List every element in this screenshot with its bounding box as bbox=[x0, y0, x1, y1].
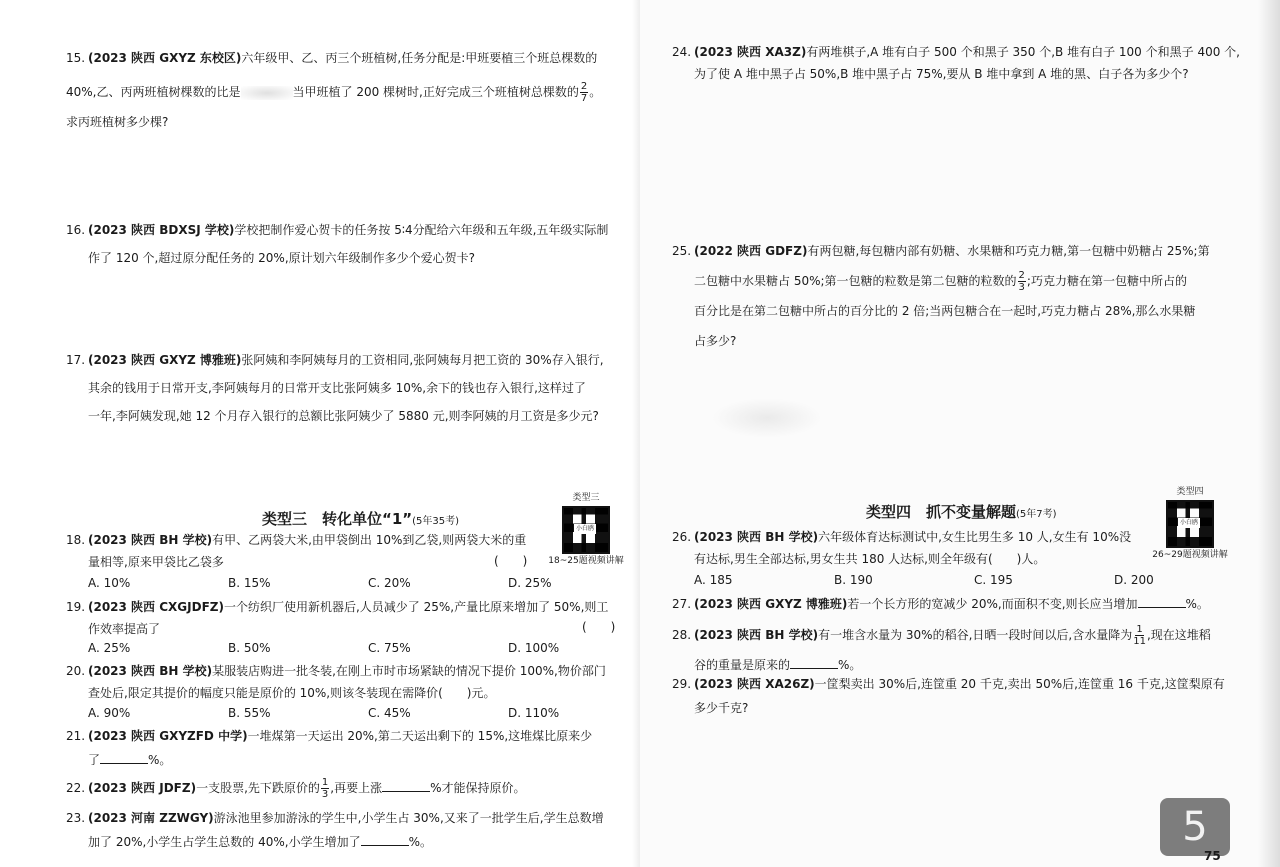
question-source: (2023 陕西 BDXSJ 学校) bbox=[88, 223, 235, 237]
qr-code-block[interactable] bbox=[1150, 487, 1230, 561]
answer-blank[interactable] bbox=[382, 779, 430, 792]
question-text: 张阿姨和李阿姨每月的工资相同,张阿姨每月把工资的 30%存入银行, bbox=[241, 353, 604, 367]
section-count: (5年7考) bbox=[1016, 509, 1057, 520]
qr-code-block[interactable] bbox=[546, 493, 626, 567]
page-edge bbox=[1258, 0, 1280, 867]
question-22: 22. (2023 陕西 JDFZ)一支股票,先下跌原价的 $\frac{1}{3}$ ,再要上涨 %才能保持原价。 bbox=[66, 774, 526, 802]
fraction: $\frac{2}{7}$ bbox=[580, 81, 588, 104]
question-number: 23. bbox=[66, 811, 86, 825]
question-text: 有甲、乙两袋大米,由甲袋倒出 10%到乙袋,则两袋大米的重 bbox=[212, 533, 527, 547]
question-text: 多少千克? bbox=[694, 701, 749, 715]
question-26 bbox=[672, 526, 1131, 570]
answer-parentheses[interactable]: ( ) bbox=[494, 554, 528, 568]
question-text: 占多少? bbox=[694, 334, 737, 348]
question-number: 22. bbox=[66, 781, 86, 795]
question-number: 17. bbox=[66, 353, 86, 367]
question-18 bbox=[66, 529, 526, 573]
question-number: 27. bbox=[672, 597, 692, 611]
question-text: 一筐梨卖出 30%后,连筐重 20 千克,卖出 50%后,连筐重 16 千克,这筐梨原有 bbox=[814, 677, 1225, 691]
question-text: 为了使 A 堆中黑子占 50%,B 堆中黑子占 75%,要从 B 堆中拿到 A 堆的黑、白子各为多少个? bbox=[694, 67, 1189, 81]
question-source: (2023 陕西 GXYZFD 中学) bbox=[88, 729, 248, 743]
option-a[interactable]: A. 25% bbox=[88, 641, 131, 655]
question-source: (2023 陕西 GXYZ 博雅班) bbox=[88, 353, 242, 367]
question-source: (2023 陕西 GXYZ 博雅班) bbox=[694, 597, 848, 611]
question-text: 游泳池里参加游泳的学生中,小学生占 30%,又来了一批学生后,学生总数增 bbox=[213, 811, 604, 825]
question-25: 25. (2022 陕西 GDFZ)有两包糖,每包糖内部有奶糖、水果糖和巧克力糖,第一包糖中奶糖占 25%;第 二包糖中水果糖占 50%;第一包糖的粒数是第二包糖的粒数的 $\frac{2}{3}$ ;巧克力糖在第一包糖中所占的 百分比是在第二包糖中所占的百分比的 2 倍;当两包糖合在一起时,巧克力糖占 28%,那么水果糖 占多少? bbox=[672, 236, 1210, 356]
qr-caption: 18~25题视频讲解 bbox=[548, 556, 624, 566]
question-text: 一堆煤第一天运出 20%,第二天运出剩下的 15%,这堆煤比原来少 bbox=[247, 729, 593, 743]
options-26 bbox=[694, 573, 1254, 587]
question-source: (2023 陕西 GXYZ 东校区) bbox=[88, 51, 242, 65]
question-text: 有两包糖,每包糖内部有奶糖、水果糖和巧克力糖,第一包糖中奶糖占 25%;第 bbox=[807, 244, 1210, 258]
right-page bbox=[640, 0, 1280, 867]
question-15: 15. (2023 陕西 GXYZ 东校区)六年级甲、乙、丙三个班植树,任务分配是:甲班要植三个班总棵数的 40%,乙、丙两班植树棵数的比是 当甲班植了 200 棵树时,正好完成三个班植树总棵数的 $\frac{2}{7}$ 。 求丙班植树多少棵? bbox=[66, 44, 601, 136]
option-a[interactable]: A. 10% bbox=[88, 576, 131, 590]
question-text: 百分比是在第二包糖中所占的百分比的 2 倍;当两包糖合在一起时,巧克力糖占 28%,那么水果糖 bbox=[694, 304, 1196, 318]
question-16 bbox=[66, 216, 608, 272]
option-d[interactable]: D. 25% bbox=[508, 576, 552, 590]
question-text: 当甲班植了 200 棵树时,正好完成三个班植树总棵数的 bbox=[292, 85, 579, 99]
question-number: 15. bbox=[66, 51, 86, 65]
question-text: 作了 120 个,超过原分配任务的 20%,原计划六年级制作多少个爱心贺卡? bbox=[88, 251, 476, 265]
option-b[interactable]: B. 190 bbox=[834, 573, 873, 587]
answer-blank[interactable] bbox=[790, 656, 838, 669]
question-text: 求丙班植树多少棵? bbox=[66, 115, 169, 129]
option-c[interactable]: C. 75% bbox=[368, 641, 411, 655]
fraction: $\frac{1}{3}$ bbox=[321, 777, 329, 800]
question-text: 查处后,限定其提价的幅度只能是原价的 10%,则该冬装现在需降价( )元。 bbox=[88, 686, 496, 700]
question-number: 16. bbox=[66, 223, 86, 237]
chapter-badge: 5 bbox=[1160, 798, 1230, 856]
question-text: 有两堆棋子,A 堆有白子 500 个和黑子 350 个,B 堆有白子 100 个和黑子 400 个, bbox=[806, 45, 1240, 59]
question-27: 27. (2023 陕西 GXYZ 博雅班)若一个长方形的宽减少 20%,而面积不变,则长应当增加 %。 bbox=[672, 590, 1209, 618]
option-a[interactable]: A. 185 bbox=[694, 573, 733, 587]
question-24 bbox=[672, 38, 1240, 88]
question-number: 26. bbox=[672, 530, 692, 544]
section-count: (5年35考) bbox=[412, 516, 460, 527]
option-b[interactable]: B. 50% bbox=[228, 641, 271, 655]
question-29 bbox=[672, 672, 1225, 720]
question-source: (2023 陕西 JDFZ) bbox=[88, 781, 197, 795]
section-title: 类型三 转化单位“1”(5年35考) bbox=[262, 510, 460, 528]
question-text: 作效率提高了 bbox=[88, 622, 161, 636]
question-text: 其余的钱用于日常开支,李阿姨每月的日常开支比张阿姨多 10%,余下的钱也存入银行,这样过了 bbox=[88, 381, 586, 395]
question-text: 六年级体育达标测试中,女生比男生多 10 人,女生有 10%没 bbox=[818, 530, 1132, 544]
option-b[interactable]: B. 15% bbox=[228, 576, 271, 590]
options-20 bbox=[88, 706, 648, 720]
options-18 bbox=[88, 576, 648, 590]
question-text: 有达标,男生全部达标,男女生共 180 人达标,则全年级有( )人。 bbox=[694, 552, 1046, 566]
question-number: 25. bbox=[672, 244, 692, 258]
question-number: 28. bbox=[672, 628, 692, 642]
question-17 bbox=[66, 346, 604, 430]
options-19 bbox=[88, 641, 648, 655]
answer-blank[interactable] bbox=[361, 833, 409, 846]
qr-label: 类型四 bbox=[1176, 487, 1204, 497]
option-c[interactable]: C. 20% bbox=[368, 576, 411, 590]
page-number: 75 bbox=[1204, 849, 1221, 863]
scan-smudge bbox=[712, 398, 822, 438]
question-source: (2023 陕西 BH 学校) bbox=[88, 664, 213, 678]
question-text: 一年,李阿姨发现,她 12 个月存入银行的总额比张阿姨少了 5880 元,则李阿姨的月工资是多少元? bbox=[88, 409, 599, 423]
question-text: 量相等,原来甲袋比乙袋多 bbox=[88, 555, 224, 569]
question-text: 六年级甲、乙、丙三个班植树,任务分配是:甲班要植三个班总棵数的 bbox=[241, 51, 598, 65]
option-d[interactable]: D. 110% bbox=[508, 706, 560, 720]
question-text: 一个纺织厂使用新机器后,人员减少了 25%,产量比原来增加了 50%,则工 bbox=[223, 600, 609, 614]
option-b[interactable]: B. 55% bbox=[228, 706, 271, 720]
question-number: 24. bbox=[672, 45, 692, 59]
option-c[interactable]: C. 45% bbox=[368, 706, 411, 720]
question-text: 学校把制作爱心贺卡的任务按 5∶4分配给六年级和五年级,五年级实际制 bbox=[234, 223, 609, 237]
question-text: 某服装店购进一批冬装,在刚上市时市场紧缺的情况下提价 100%,物价部门 bbox=[212, 664, 606, 678]
question-20 bbox=[66, 660, 606, 704]
question-number: 19. bbox=[66, 600, 86, 614]
option-a[interactable]: A. 90% bbox=[88, 706, 131, 720]
question-28: 28. (2023 陕西 BH 学校)有一堆含水量为 30%的稻谷,日晒一段时间以后,含水量降为 $\frac{1}{11}$ ,现在这堆稻 谷的重量是原来的 %。 bbox=[672, 620, 1211, 680]
question-21: 21. (2023 陕西 GXYZFD 中学)一堆煤第一天运出 20%,第二天运出剩下的 15%,这堆煤比原来少 了 %。 bbox=[66, 724, 592, 772]
answer-blank[interactable] bbox=[100, 751, 148, 764]
question-source: (2023 陕西 CXGJDFZ) bbox=[88, 600, 224, 614]
blurred-region bbox=[241, 86, 293, 100]
question-source: (2023 陕西 XA3Z) bbox=[694, 45, 807, 59]
question-number: 29. bbox=[672, 677, 692, 691]
qr-caption: 26~29题视频讲解 bbox=[1152, 550, 1228, 560]
question-source: (2023 陕西 BH 学校) bbox=[694, 628, 819, 642]
answer-blank[interactable] bbox=[1138, 595, 1186, 608]
fraction: $\frac{2}{3}$ bbox=[1018, 270, 1025, 293]
question-number: 20. bbox=[66, 664, 86, 678]
question-source: (2023 陕西 BH 学校) bbox=[694, 530, 819, 544]
qr-label: 类型三 bbox=[572, 493, 600, 503]
question-19 bbox=[66, 596, 608, 640]
option-d[interactable]: D. 100% bbox=[508, 641, 560, 655]
question-source: (2023 陕西 BH 学校) bbox=[88, 533, 213, 547]
question-source: (2022 陕西 GDFZ) bbox=[694, 244, 808, 258]
question-source: (2023 河南 ZZWGY) bbox=[88, 811, 214, 825]
question-23: 23. (2023 河南 ZZWGY)游泳池里参加游泳的学生中,小学生占 30%,又来了一批学生后,学生总数增 加了 20%,小学生占学生总数的 40%,小学生增加了 %。 bbox=[66, 806, 604, 854]
option-c[interactable]: C. 195 bbox=[974, 573, 1013, 587]
question-text: 40%,乙、丙两班植树棵数的比是 bbox=[66, 85, 241, 99]
fraction: $\frac{1}{11}$ bbox=[1133, 624, 1146, 647]
qr-code-icon[interactable]: 小白鸥 bbox=[1166, 500, 1214, 548]
answer-parentheses[interactable]: ( ) bbox=[582, 620, 616, 634]
section-title: 类型四 抓不变量解题(5年7考) bbox=[866, 503, 1057, 521]
qr-code-icon[interactable]: 小白鸥 bbox=[562, 506, 610, 554]
question-source: (2023 陕西 XA26Z) bbox=[694, 677, 815, 691]
option-d[interactable]: D. 200 bbox=[1114, 573, 1154, 587]
question-number: 18. bbox=[66, 533, 86, 547]
question-number: 21. bbox=[66, 729, 86, 743]
